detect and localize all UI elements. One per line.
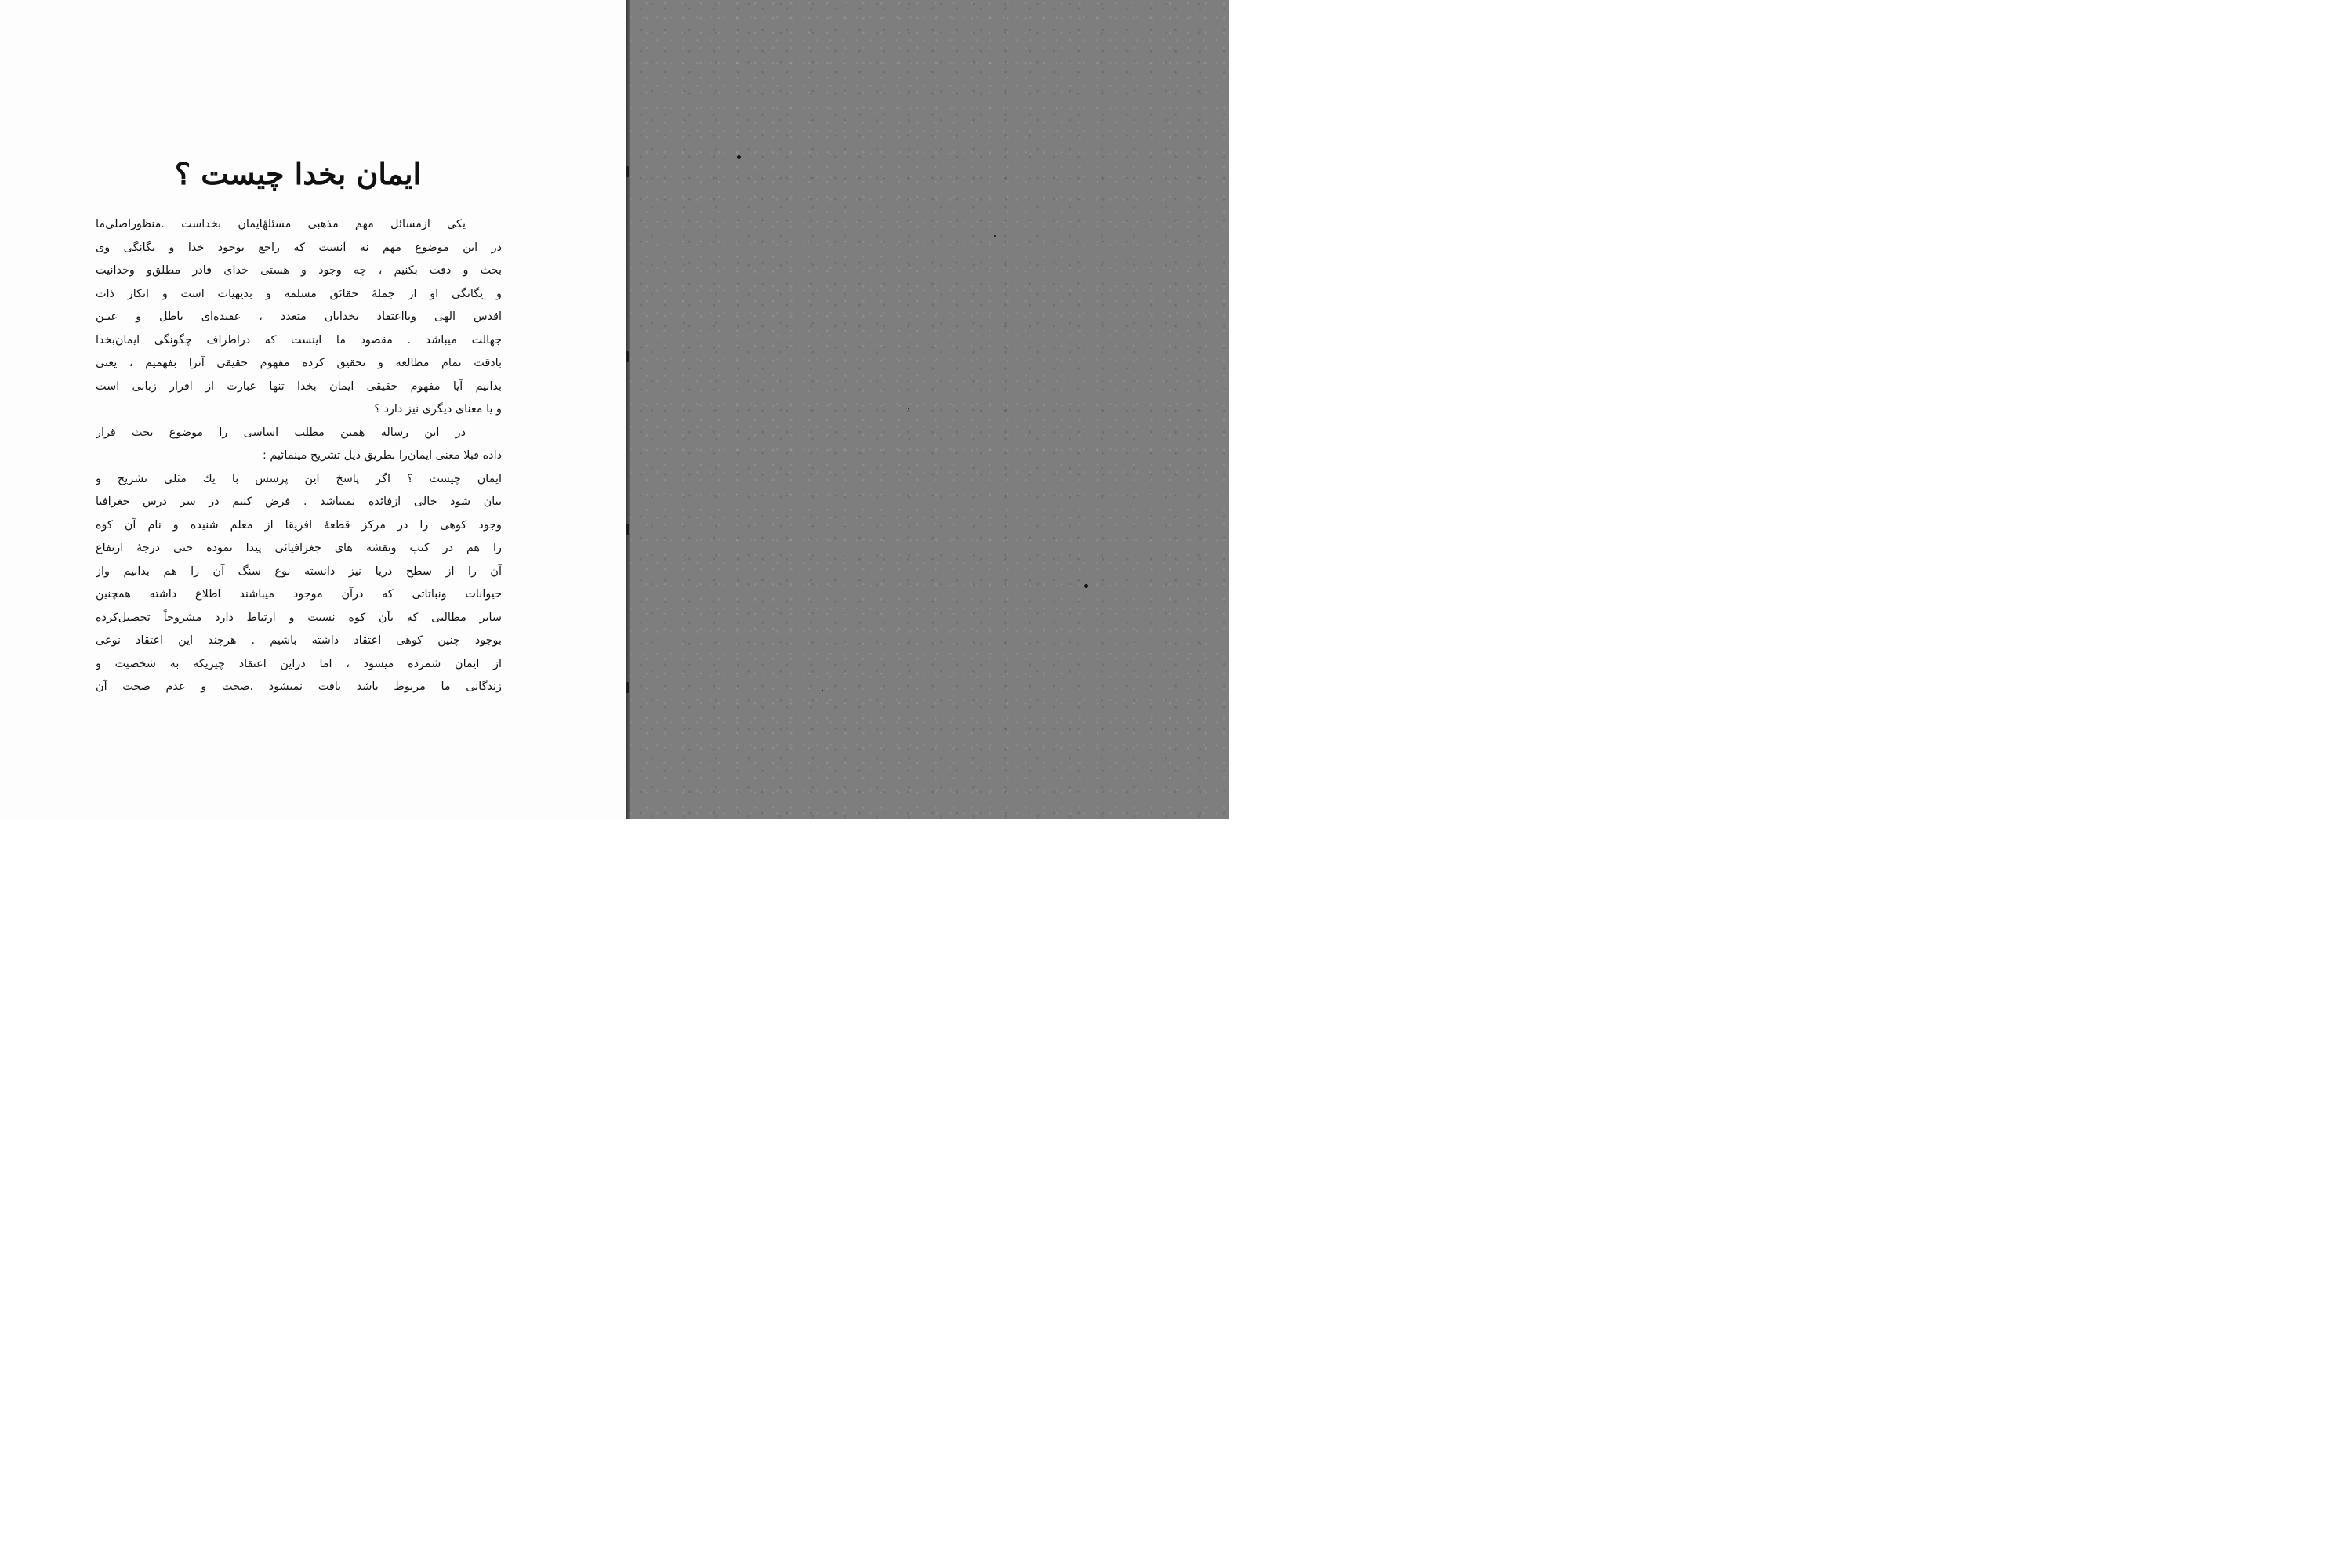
- body-text: [96, 213, 502, 699]
- text-line: اقدس الهی ویااعتقاد بخدایان متعدد ، عقیده‌ای باطل و عیـن: [96, 310, 502, 323]
- text-line: آن را از سطح دریا نیز دانسته نوع سنگ آن را هم بدانیم واز: [96, 564, 502, 578]
- text-line: از ایمان شمرده میشود ، اما دراین اعتقاد چیزیکه به شخصیت و: [96, 657, 502, 670]
- text-line: زندگانی ما مربوط باشد یافت نمیشود .صحت و عدم صحت آن: [96, 681, 502, 693]
- book-spine: [626, 0, 630, 819]
- text-line: سایر مطالبی که بآن کوه نسبت و ارتباط دارد مشروحاً تحصیل‌کرده: [96, 611, 502, 624]
- binding-stitch: [626, 524, 629, 535]
- paper-speck: [737, 155, 741, 159]
- text-line: یکی ازمسائل مهم مذهبی مسئلهٔایمان بخداست .منظوراصلی‌ما: [96, 218, 466, 230]
- text-line: بیان شود خالی ازفائده نمیباشد . فرض کنیم در سر درس جغرافیا: [96, 495, 502, 508]
- binding-stitch: [626, 166, 629, 177]
- blank-gray-page: [626, 0, 1229, 819]
- text-line: و یگانگی او از جملهٔ حقائق مسلمه و بدیهیات است و انکار ذات: [96, 287, 502, 300]
- text-line: در این رساله همین مطلب اساسی را موضوع بحث قرار: [96, 426, 466, 439]
- text-line: در این موضوع مهم نه آنست که راجع بوجود خدا و یگانگی وی: [96, 241, 502, 254]
- text-line: را هم در کتب ونقشه های جغرافیائی پیدا نموده حتی درجهٔ ارتفاع: [96, 542, 502, 554]
- page-title: ایمان بخدا چیست ؟: [174, 156, 422, 191]
- text-line: بحث و دقت بکنیم ، چه وجود و هستی خدای قادر مطلق‌و وحدانیت: [96, 264, 502, 277]
- text-line: داده قبلا معنی ایمان‌را بطریق ذیل تشریح مینمائیم :: [263, 449, 502, 462]
- paper-speck: [908, 408, 909, 409]
- text-line: بادقت تمام مطالعه و تحقیق کرده مفهوم حقیقی آنرا بفهمیم ، یعنی: [96, 357, 502, 369]
- paper-speck: [1084, 584, 1088, 588]
- binding-stitch: [626, 682, 629, 693]
- paper-speck: [822, 690, 823, 691]
- binding-stitch: [626, 351, 629, 362]
- text-line: ایمان چیست ؟ اگر پاسخ این پرسش با یك مثلی تشریح و: [96, 472, 502, 485]
- text-line: وجود کوهی را در مرکز قطعهٔ افریقا از معلم شنیده و نام آن کوه: [96, 518, 502, 532]
- left-page: [0, 0, 626, 819]
- book-spread: [0, 0, 1229, 819]
- text-line: جهالت میباشد . مقصود ما اینست که دراطراف چگونگی ایمان‌بخدا: [96, 333, 502, 347]
- text-line: بدانیم آیا مفهوم حقیقی ایمان بخدا تنها عبارت از اقرار زبانی است: [96, 379, 502, 393]
- paper-speck: [994, 235, 996, 237]
- text-line: بوجود چنین کوهی اعتقاد داشته باشیم . هرچند این اعتقاد نوعی: [96, 634, 502, 647]
- text-line: و یا معنای دیگری نیز دارد ؟: [374, 403, 502, 416]
- text-line: حیوانات ونباتاتی که درآن موجود میباشند اطلاع داشته همچنین: [96, 588, 502, 601]
